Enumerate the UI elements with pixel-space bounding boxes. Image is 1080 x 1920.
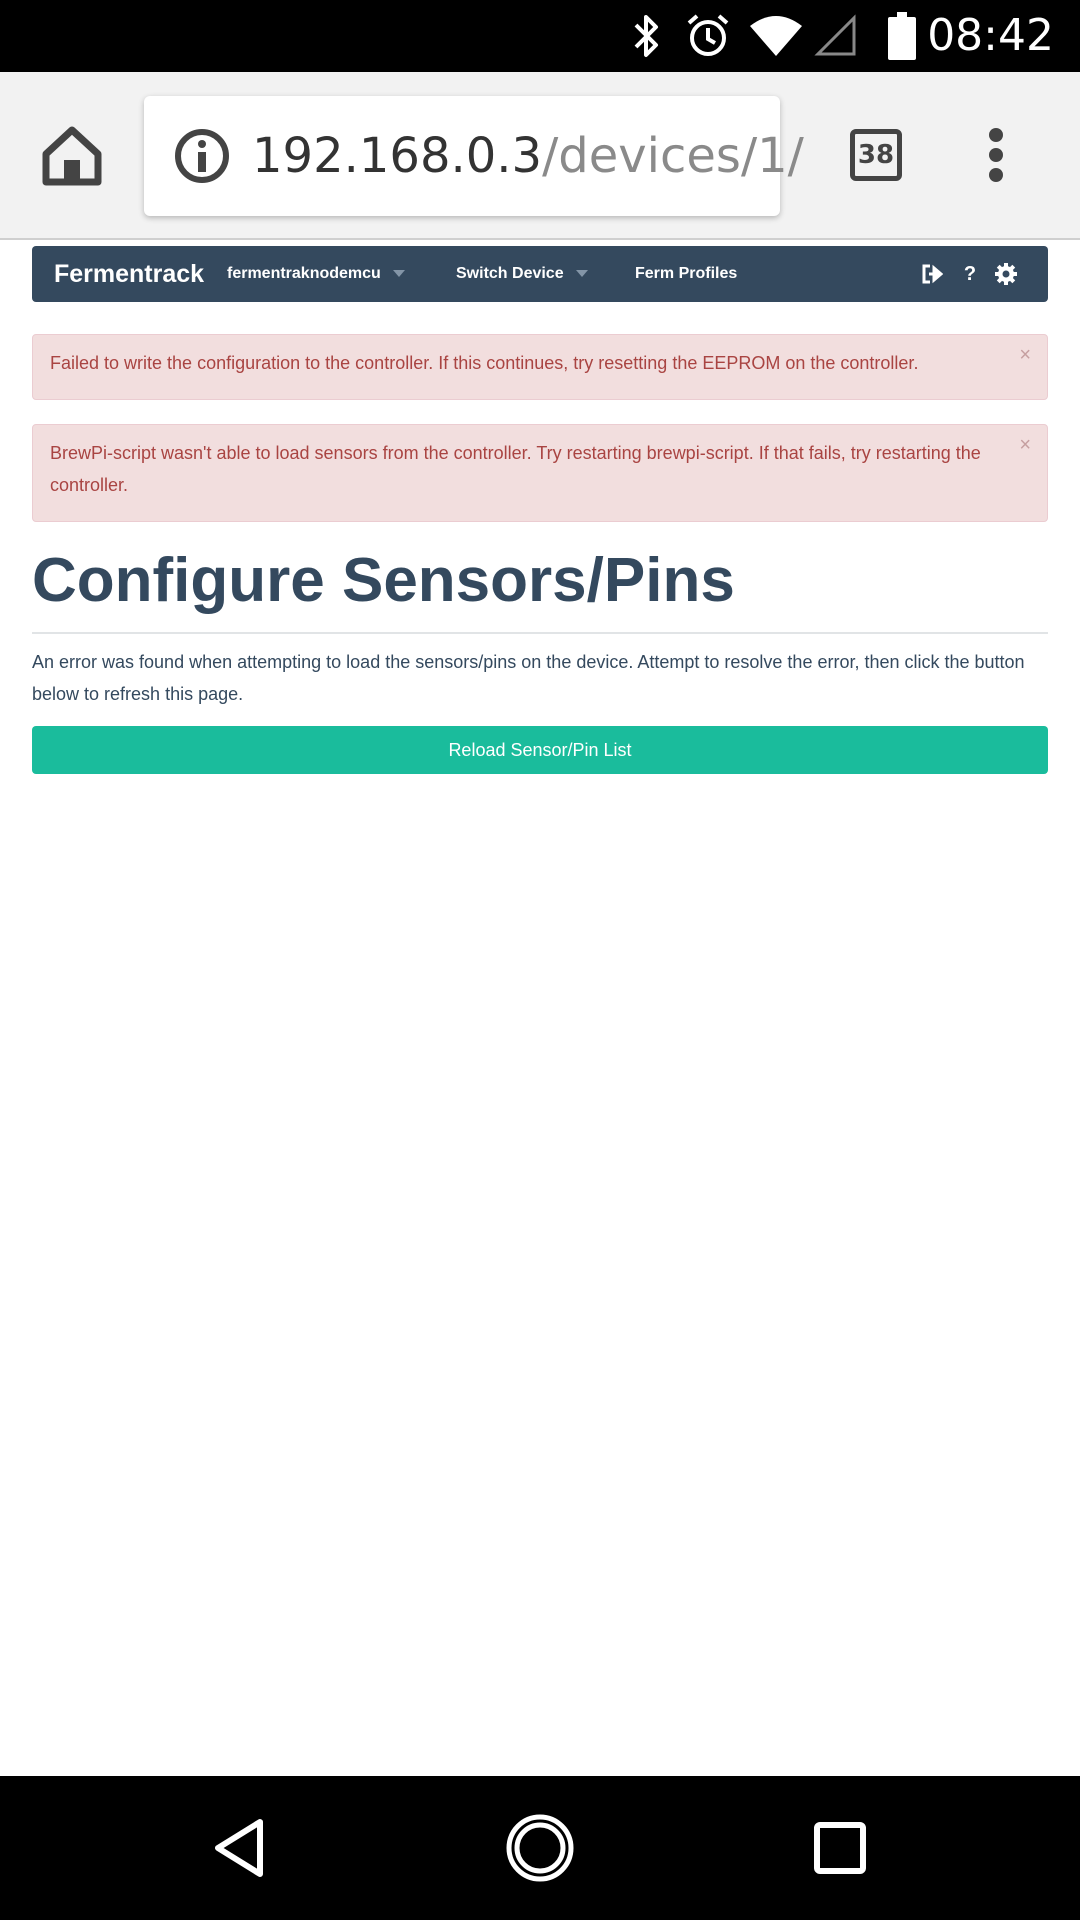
nav-ferm-profiles-link[interactable]: Ferm Profiles [635, 265, 738, 282]
recents-button[interactable] [804, 1812, 876, 1884]
browser-toolbar [0, 72, 1080, 240]
menu-dot-icon [989, 168, 1003, 182]
url-text[interactable] [252, 124, 804, 188]
browser-menu-button[interactable] [984, 128, 1008, 184]
nav-device-label: fermentraknodemcu [227, 265, 381, 282]
home-circle-icon [505, 1813, 575, 1883]
close-icon[interactable]: × [1019, 344, 1031, 366]
url-path: /devices/1/ [542, 128, 804, 184]
logout-icon[interactable] [920, 262, 944, 286]
site-navbar [32, 246, 1048, 302]
title-divider [32, 632, 1048, 634]
chevron-down-icon [576, 270, 588, 277]
home-nav-button[interactable] [504, 1812, 576, 1884]
alert-text: BrewPi-script wasn't able to load sensors from the controller. Try restarting brewpi-script. If that fails, try restarting the controller. [50, 443, 981, 495]
back-button[interactable] [204, 1812, 276, 1884]
info-icon[interactable] [174, 128, 230, 184]
alert-sensors-load-failed [32, 424, 1048, 522]
wifi-icon [748, 12, 804, 60]
url-host: 192.168.0.3 [252, 128, 543, 184]
alarm-icon [684, 12, 732, 60]
help-icon[interactable]: ? [963, 262, 977, 285]
back-icon [210, 1816, 270, 1880]
signal-icon [814, 12, 858, 60]
page-title: Configure Sensors/Pins [32, 546, 735, 615]
status-time: 08:42 [927, 10, 1054, 61]
reload-sensor-pin-list-button[interactable]: Reload Sensor/Pin List [32, 726, 1048, 774]
recents-icon [813, 1821, 867, 1875]
menu-dot-icon [989, 128, 1003, 142]
nav-switch-device-dropdown[interactable] [456, 264, 588, 284]
web-page [0, 242, 1080, 1776]
home-icon [42, 124, 102, 188]
system-nav-bar [0, 1776, 1080, 1920]
menu-dot-icon [989, 148, 1003, 162]
alert-text: Failed to write the configuration to the controller. If this continues, try resetting the EEPROM on the controller. [50, 353, 919, 373]
alert-config-write-failed [32, 334, 1048, 400]
page-description: An error was found when attempting to load the sensors/pins on the device. Attempt to resolve the error, then click the button below to refresh this page. [32, 652, 1025, 704]
nav-device-dropdown[interactable] [227, 264, 405, 284]
close-icon[interactable]: × [1019, 434, 1031, 456]
url-bar[interactable] [144, 96, 804, 216]
bluetooth-icon [626, 12, 666, 60]
gear-icon[interactable] [994, 262, 1018, 286]
chevron-down-icon [393, 270, 405, 277]
tab-switcher-button[interactable]: 38 [850, 129, 902, 181]
navbar-brand[interactable]: Fermentrack [54, 260, 205, 288]
status-bar [0, 0, 1080, 72]
home-button[interactable] [42, 124, 102, 188]
nav-switch-device-label: Switch Device [456, 265, 564, 282]
battery-icon [886, 12, 918, 60]
